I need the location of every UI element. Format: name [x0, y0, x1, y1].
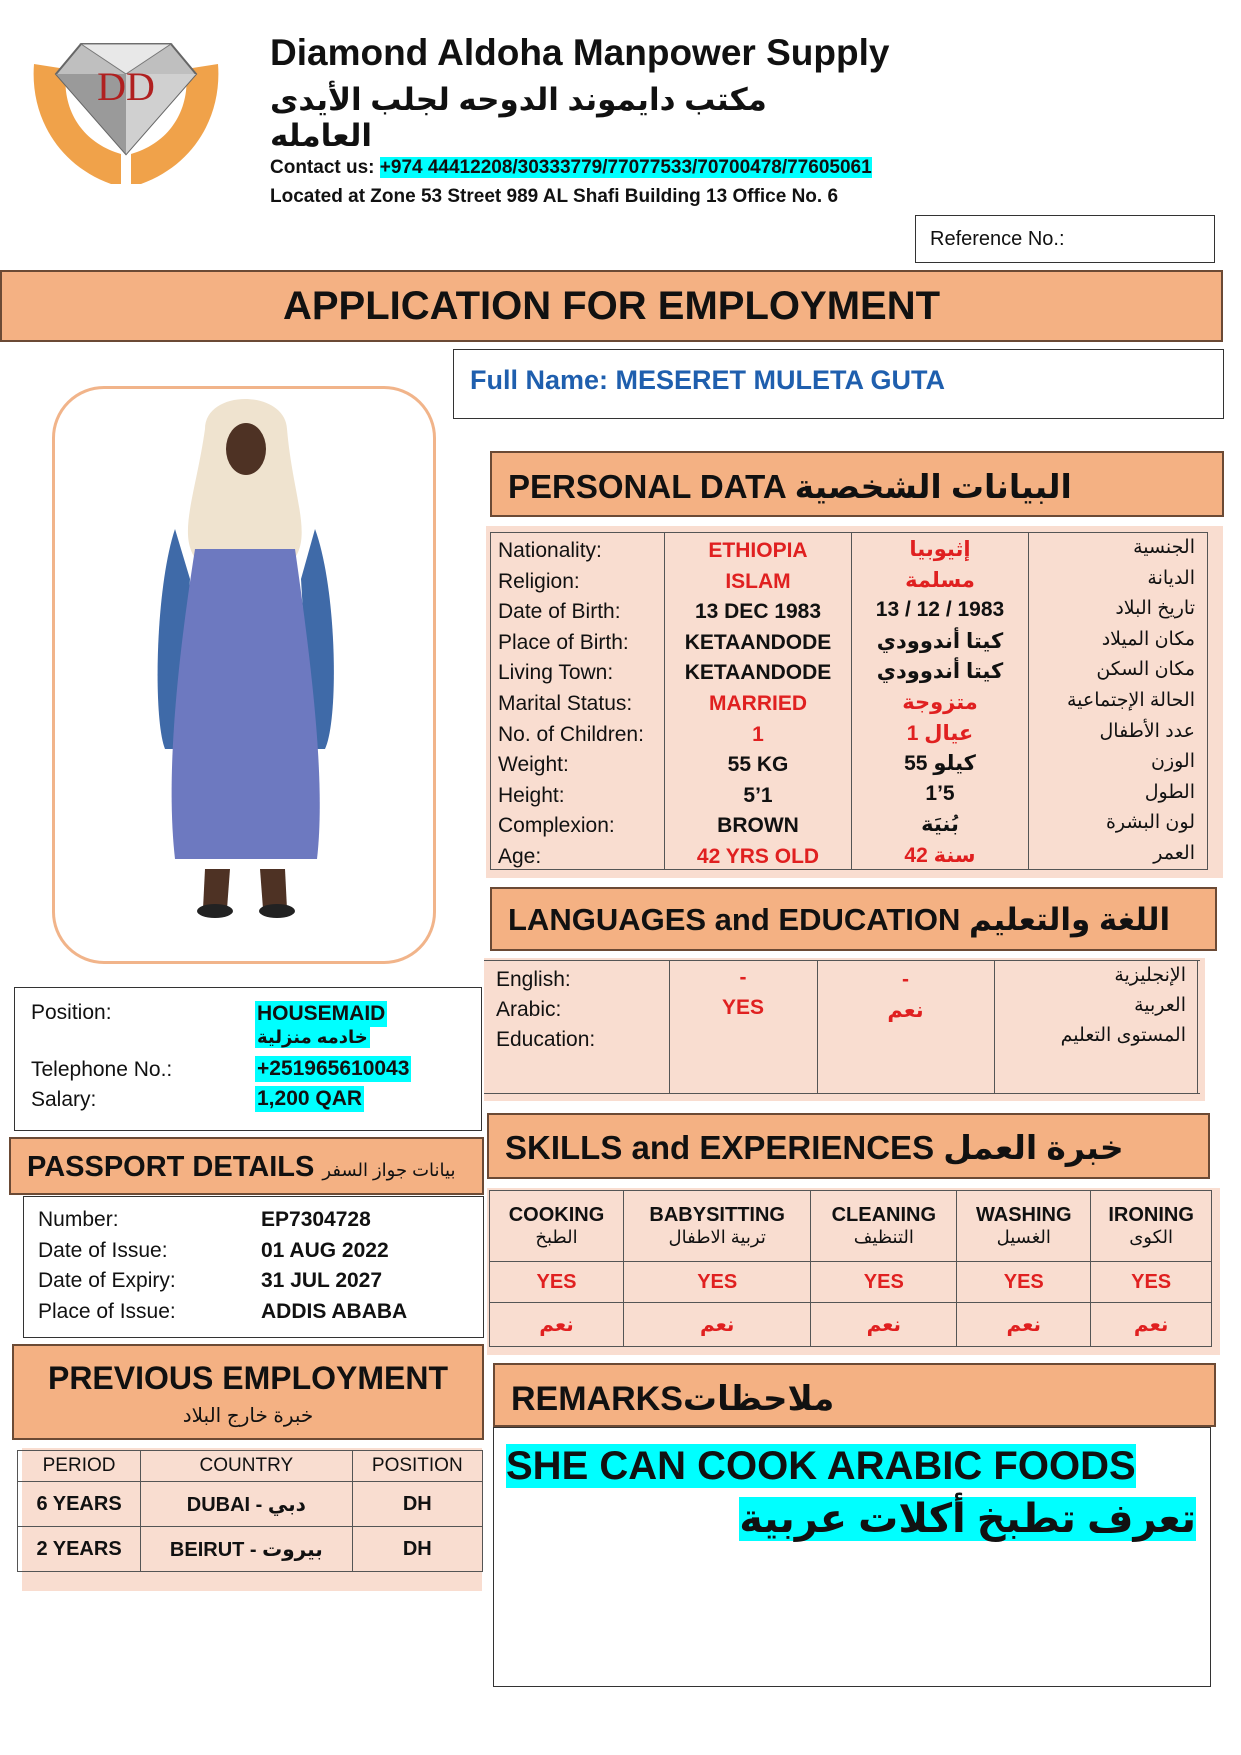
personal-label: Complexion:: [498, 814, 615, 838]
skills-yes-ar-row: [490, 1303, 1212, 1347]
previous-column-header: POSITION: [352, 1451, 482, 1482]
passport-value: ADDIS ABABA: [261, 1299, 408, 1323]
skills-heading-ar: خبرة العمل: [943, 1129, 1124, 1166]
personal-label: Height:: [498, 783, 565, 807]
skill-yes-ar: نعم: [811, 1303, 957, 1347]
skill-name-en: COOKING: [508, 1204, 605, 1227]
language-label-ar: الإنجليزية: [1114, 965, 1186, 986]
company-name-en: Diamond Aldoha Manpower Supply: [270, 32, 890, 73]
skill-name-cell: [490, 1191, 624, 1262]
contact-label: Contact us:: [270, 157, 375, 178]
phone-label: Telephone No.:: [31, 1058, 173, 1081]
personal-value-en: 13 DEC 1983: [694, 600, 822, 624]
personal-label-ar: الجنسية: [1133, 537, 1195, 558]
skills-table: [487, 1188, 1220, 1355]
personal-label: Date of Birth:: [498, 600, 621, 624]
language-value-en: YES: [721, 996, 765, 1019]
personal-value-ar: كيتا أندوودي: [876, 629, 1004, 653]
skill-name-cell: [1091, 1191, 1212, 1262]
personal-label-ar: الطول: [1144, 781, 1195, 803]
skill-yes: YES: [624, 1262, 811, 1303]
skills-header-row: [490, 1191, 1212, 1262]
personal-value-en: MARRIED: [709, 692, 807, 715]
personal-data-table: [486, 526, 1223, 878]
remarks-heading: [493, 1363, 1216, 1427]
personal-label: Religion:: [498, 569, 580, 593]
languages-heading-en: LANGUAGES and EDUCATION: [508, 902, 961, 937]
passport-value: 01 AUG 2022: [261, 1238, 389, 1262]
remarks-heading-en: REMARKS: [511, 1380, 683, 1418]
personal-value-ar: 42 سنة: [904, 844, 976, 867]
personal-value-en: ISLAM: [725, 569, 791, 593]
language-value-ar: -: [902, 968, 909, 991]
company-address: Located at Zone 53 Street 989 AL Shafi Building 13 Office No. 6: [270, 186, 839, 207]
company-name-ar: مكتب دايموند الدوحه لجلب الأيدى العامله: [270, 82, 767, 153]
personal-label: Marital Status:: [498, 692, 633, 715]
language-label: Arabic:: [496, 998, 562, 1021]
previous-heading-en: PREVIOUS EMPLOYMENT: [47, 1360, 449, 1396]
skill-name-cell: [624, 1191, 811, 1262]
language-label: Education:: [496, 1028, 596, 1051]
language-label-ar: العربية: [1134, 995, 1186, 1016]
personal-label-ar: مكان السكن: [1096, 659, 1195, 681]
languages-table: [484, 958, 1205, 1101]
contact-numbers: +974 44412208/30333779/77077533/70700478/77605061: [379, 157, 872, 178]
personal-value-en: 1: [752, 722, 764, 746]
position-value: HOUSEMAID: [257, 1002, 386, 1025]
personal-value-en: BROWN: [717, 814, 799, 838]
personal-label-ar: الحالة الإجتماعية: [1067, 690, 1195, 711]
language-value-ar: نعم: [887, 999, 924, 1022]
personal-value-ar: كيتا أندوودي: [876, 660, 1004, 684]
skill-name-en: IRONING: [1108, 1204, 1194, 1227]
skills-heading: [487, 1113, 1210, 1179]
remarks-heading-ar: ملاحظات: [682, 1380, 835, 1418]
previous-column-header: PERIOD: [18, 1451, 141, 1482]
previous-position: DH: [352, 1482, 482, 1527]
personal-data-heading: [490, 451, 1224, 517]
passport-box: [23, 1196, 484, 1338]
skill-name-ar: الطبخ: [535, 1227, 578, 1248]
previous-period: 6 YEARS: [18, 1482, 141, 1527]
skill-yes-ar: نعم: [490, 1303, 624, 1347]
languages-heading-ar: اللغة والتعليم: [969, 902, 1171, 937]
personal-label: Place of Birth:: [498, 630, 629, 654]
personal-heading-en: PERSONAL DATA: [508, 468, 786, 505]
previous-heading: [12, 1344, 484, 1440]
languages-heading: [490, 887, 1217, 951]
previous-country: DUBAI - دبي: [141, 1482, 352, 1527]
previous-row: [18, 1527, 483, 1572]
language-label: English:: [496, 968, 571, 991]
personal-value-en: 55 KG: [727, 753, 789, 777]
skill-name-en: BABYSITTING: [649, 1204, 785, 1227]
skill-name-ar: الكوى: [1129, 1227, 1174, 1248]
personal-label: Age:: [498, 845, 542, 868]
position-label: Position:: [31, 1001, 112, 1024]
position-value-ar: خادمه منزلية: [257, 1027, 368, 1047]
personal-label-ar: لون البشرة: [1105, 812, 1195, 834]
svg-text:DD: DD: [97, 64, 155, 109]
skill-yes: YES: [1091, 1262, 1212, 1303]
skill-name-cell: [957, 1191, 1091, 1262]
skills-yes-row: [490, 1262, 1212, 1303]
skill-name-ar: تربية الاطفال: [668, 1227, 766, 1248]
personal-label-ar: العمر: [1153, 843, 1195, 864]
remarks-line-en: SHE CAN COOK ARABIC FOODS: [506, 1444, 1136, 1488]
skill-yes: YES: [811, 1262, 957, 1303]
passport-label: Number:: [38, 1208, 119, 1231]
passport-label: Date of Expiry:: [38, 1269, 176, 1292]
personal-value-ar: متزوجة: [902, 691, 978, 714]
personal-value-en: ETHIOPIA: [708, 539, 808, 562]
applicant-photo: [52, 386, 436, 964]
reference-label: Reference No.:: [930, 228, 1065, 250]
company-logo: [26, 34, 226, 194]
language-value-en: -: [739, 966, 747, 989]
passport-label: Place of Issue:: [38, 1299, 176, 1323]
passport-heading-ar: بيانات جواز السفر: [322, 1160, 456, 1180]
remarks-box: [493, 1427, 1211, 1687]
previous-row: [18, 1482, 483, 1527]
personal-value-ar: 1 عيال: [906, 721, 974, 745]
personal-value-en: KETAANDODE: [684, 630, 832, 654]
phone-value: +251965610043: [257, 1057, 410, 1080]
skill-name-ar: الغسيل: [996, 1227, 1051, 1248]
passport-label: Date of Issue:: [38, 1238, 168, 1262]
skill-yes-ar: نعم: [957, 1303, 1091, 1347]
contact-line: [270, 157, 872, 179]
reference-box: [915, 215, 1215, 263]
previous-column-header: COUNTRY: [141, 1451, 352, 1482]
personal-label-ar: الديانة: [1147, 567, 1195, 589]
personal-label: No. of Children:: [498, 722, 644, 746]
skill-name-ar: التنظيف: [853, 1227, 914, 1248]
full-name: Full Name: MESERET MULETA GUTA: [453, 349, 1224, 419]
previous-table-bg: [22, 1448, 482, 1591]
skill-yes: YES: [957, 1262, 1091, 1303]
skill-yes-ar: نعم: [624, 1303, 811, 1347]
previous-position: DH: [352, 1527, 482, 1572]
personal-value-en: 5’1: [743, 783, 773, 807]
personal-value-ar: 13 / 12 / 1983: [875, 598, 1005, 622]
personal-label: Weight:: [498, 753, 569, 777]
salary-label: Salary:: [31, 1088, 97, 1111]
personal-value-en: KETAANDODE: [684, 661, 832, 685]
skill-yes: YES: [490, 1262, 624, 1303]
skills-grid: [489, 1190, 1212, 1347]
personal-label-ar: مكان الميلاد: [1101, 628, 1195, 650]
previous-country: BEIRUT - بيروت: [141, 1527, 352, 1572]
personal-value-ar: مسلمة: [905, 568, 975, 592]
previous-header-row: [18, 1451, 483, 1482]
personal-label: Living Town:: [498, 661, 614, 685]
salary-value: 1,200 QAR: [257, 1087, 363, 1110]
remarks-line-ar: تعرف تطبخ أكلات عربية: [739, 1497, 1196, 1541]
personal-label-ar: الوزن: [1150, 751, 1195, 773]
personal-value-ar: 1’5: [925, 781, 955, 805]
passport-heading: [9, 1137, 484, 1195]
page-title: APPLICATION FOR EMPLOYMENT: [0, 270, 1223, 342]
previous-period: 2 YEARS: [18, 1527, 141, 1572]
skills-heading-en: SKILLS and EXPERIENCES: [505, 1129, 935, 1166]
language-label-ar: المستوى التعليم: [1060, 1025, 1186, 1046]
passport-heading-en: PASSPORT DETAILS: [27, 1151, 315, 1183]
personal-value-ar: 55 كيلو: [904, 752, 976, 776]
personal-label-ar: عدد الأطفال: [1099, 720, 1195, 742]
skill-name-en: WASHING: [975, 1204, 1072, 1227]
personal-label: Nationality:: [498, 539, 602, 562]
personal-value-ar: إثيوبيا: [909, 538, 971, 561]
previous-heading-ar: خبرة خارج البلاد: [182, 1405, 314, 1427]
skill-name-en: CLEANING: [831, 1204, 937, 1227]
personal-label-ar: تاريخ البلاد: [1115, 598, 1195, 620]
skill-name-cell: [811, 1191, 957, 1262]
position-box: [14, 987, 482, 1131]
passport-value: EP7304728: [261, 1208, 371, 1231]
skill-yes-ar: نعم: [1091, 1303, 1212, 1347]
personal-value-en: 42 YRS OLD: [696, 845, 820, 868]
personal-heading-ar: البيانات الشخصية: [794, 468, 1072, 505]
personal-value-ar: بُنيَة: [921, 813, 959, 837]
previous-table: [17, 1450, 483, 1572]
passport-value: 31 JUL 2027: [261, 1269, 383, 1292]
